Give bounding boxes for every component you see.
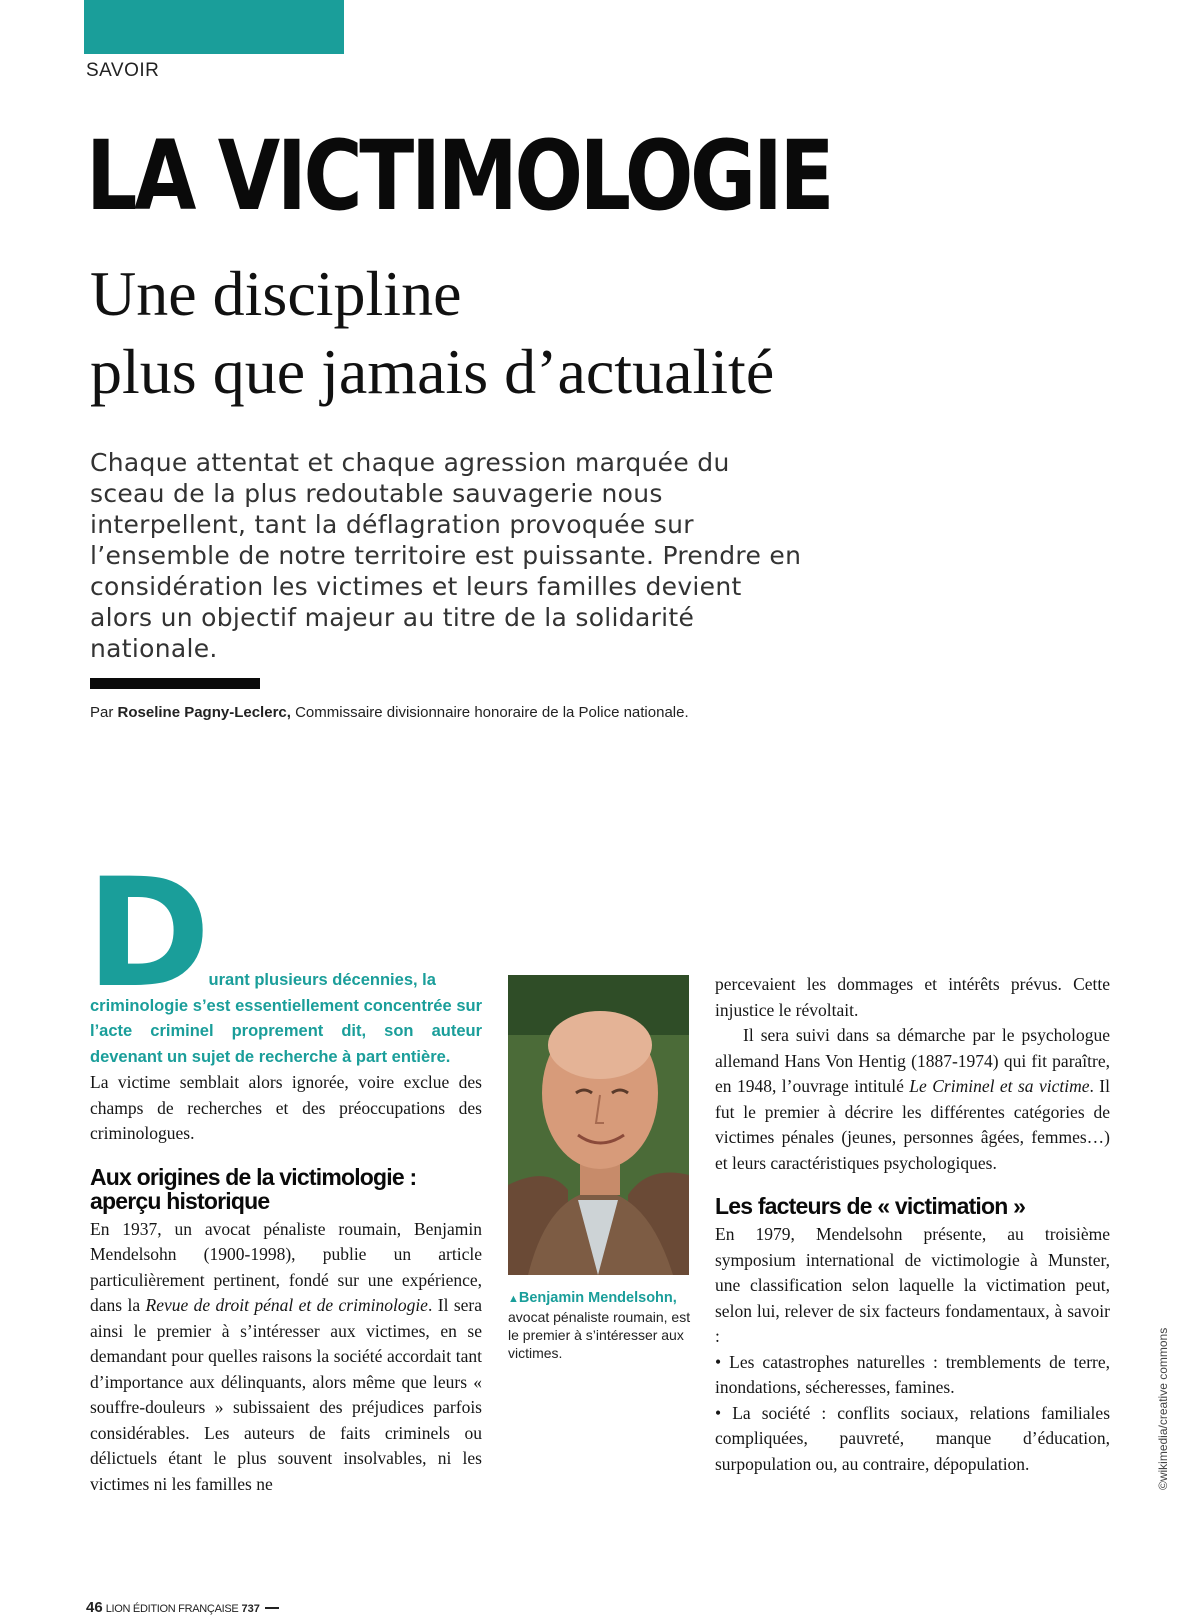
body-paragraph: percevaient les dommages et intérêts prévus. Cette injustice le révoltait. <box>715 974 1110 1020</box>
article-subtitle <box>90 255 774 411</box>
bullet-text: La société : conflits sociaux, relations familiales compliquées, pauvreté, manque d’éducation, surpopulation ou, au contraire, dépopulation. <box>715 1402 1110 1474</box>
section-color-bar <box>84 0 344 54</box>
magazine-name: LION ÉDITION FRANÇAISE <box>105 1603 239 1615</box>
photo-caption <box>508 1288 698 1362</box>
book-title: Le Criminel et sa victime <box>909 1076 1090 1096</box>
bullet-text: Les catastrophes naturelles : tremblements de terre, inondations, sécheresses, famines. <box>715 1351 1111 1397</box>
byline-role: Commissaire divisionnaire honoraire de la Police nationale. <box>290 704 689 721</box>
byline-prefix: Par <box>90 704 118 721</box>
subtitle-line-1: Une discipline <box>90 258 462 329</box>
caption-name: Benjamin Mendelsohn, <box>518 1290 677 1306</box>
column-left <box>86 847 482 1497</box>
intro-rest: criminologie s’est essentiellement concentrée sur l’acte criminel proprement dit, son auteur devenant un sujet de recherche à part entière. <box>90 996 482 1066</box>
photo-credit: ©wikimedia/creative commons <box>1156 1327 1170 1490</box>
body-paragraph: En 1979, Mendelsohn présente, au troisième symposium international de victimologie à Munster, une classification selon laquelle la victimation peut, selon lui, relever de six facteurs fondamentaux, à savoir : <box>715 1224 1110 1346</box>
issue-number: 737 <box>241 1603 260 1615</box>
footer-dash <box>265 1607 279 1609</box>
body-paragraph: La victime semblait alors ignorée, voire exclue des champs de recherches et des préoccupations des criminologues. <box>90 1072 482 1143</box>
subtitle-line-2: plus que jamais d’actualité <box>90 336 775 407</box>
intro-first-line: urant plusieurs décennies, la <box>208 971 436 989</box>
subheading-factors: Les facteurs de « victimation » <box>715 1193 1026 1219</box>
body-text: . Il fut le premier à décrire les différentes catégories de victimes pénales (jeunes, personnes âgées, femmes…) et leurs caractéristiques psychologiques. <box>715 1076 1110 1173</box>
portrait-illustration <box>508 975 689 1275</box>
bullet-item <box>715 1350 1110 1401</box>
article-lead: Chaque attentat et chaque agression marquée du sceau de la plus redoutable sauvagerie nous interpellent, tant la déflagration provoquée sur l’ensemble de notre territoire est puissante. Prendre en considération les victimes et leurs familles devient alors un objectif majeur au titre de la solidarité nationale. <box>90 448 802 663</box>
caption-text: avocat pénaliste roumain, est le premier à s’intéresser aux victimes. <box>508 1309 691 1361</box>
bullet-item <box>715 1401 1110 1478</box>
drop-cap: D <box>86 847 205 1021</box>
bullet-icon: • <box>715 1351 722 1372</box>
subheading-origins: Aux origines de la victimologie : aperçu historique <box>90 1163 417 1214</box>
bullet-list <box>715 1350 1110 1478</box>
body-text: Il sera suivi dans sa démarche par le psychologue allemand Hans Von Hentig (1887-1974) qui fit paraître, en 1948, l’ouvrage intitulé <box>715 1025 1110 1096</box>
divider-rule <box>90 678 260 689</box>
column-right <box>715 972 1110 1477</box>
bullet-icon: • <box>715 1402 722 1423</box>
page-footer <box>86 1599 279 1616</box>
body-text: . Il sera ainsi le premier à s’intéresser aux victimes, en se demandant pour quelles raisons la société accordait tant d’importance aux délinquants, alors même que leurs « souffre-douleurs » subissaient des préjudices parfois considérables. Les auteurs de faits criminels ou délictuels étant le plus souvent insolvables, ni les victimes ni les familles ne <box>90 1295 482 1494</box>
body-text: En 1937, un avocat pénaliste roumain, Benjamin Mendelsohn (1900-1998), publie un article particulièrement pertinent, fondé sur une expérience, dans la <box>90 1218 482 1315</box>
body-paragraph <box>715 1023 1110 1176</box>
page-number: 46 <box>86 1599 103 1616</box>
byline-author: Roseline Pagny-Leclerc, <box>117 704 291 721</box>
byline <box>90 704 689 721</box>
portrait-photo <box>508 975 689 1275</box>
article-title: LA VICTIMOLOGIE <box>86 120 832 232</box>
caption-triangle-icon: ▲ <box>508 1293 519 1305</box>
section-label: SAVOIR <box>86 60 160 81</box>
body-paragraph <box>90 1217 482 1498</box>
journal-title: Revue de droit pénal et de criminologie <box>145 1295 428 1315</box>
